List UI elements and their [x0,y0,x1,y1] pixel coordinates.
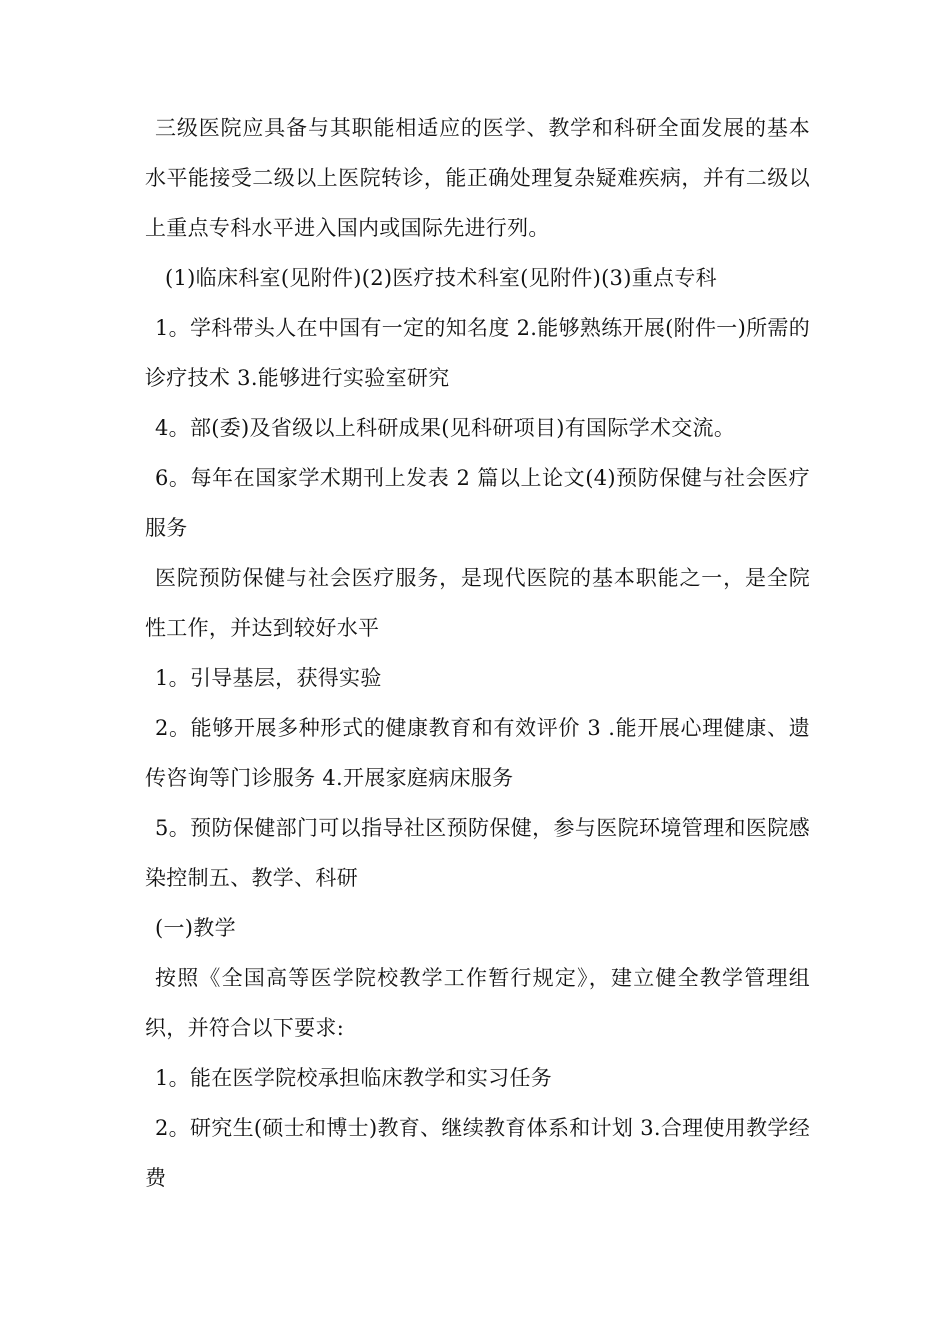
paragraph-item-4: 4。部(委)及省级以上科研成果(见科研项目)有国际学术交流。 [155,416,736,440]
paragraph-intro: 三级医院应具备与其职能相适应的医学、教学和科研全面发展的基本水平能接受二级以上医院转诊，能正确处理复杂疑难疾病，并有二级以上重点专科水平进入国内或国际先进行列。 [145,116,810,240]
paragraph-prevention: 医院预防保健与社会医疗服务，是现代医院的基本职能之一，是全院性工作，并达到较好水平 [145,566,810,640]
heading-teaching: (一)教学 [155,916,236,940]
paragraph-item-6: 6。每年在国家学术期刊上发表 2 篇以上论文(4)预防保健与社会医疗服务 [145,466,810,540]
document-body [145,103,810,1203]
paragraph-teaching-item-1: 1。能在医学院校承担临床教学和实习任务 [155,1066,553,1090]
paragraph-item-1: 1。学科带头人在中国有一定的知名度 2.能够熟练开展(附件一)所需的诊疗技术 3.能够进行实验室研究 [145,316,810,390]
paragraph-teaching-item-2: 2。研究生(硕士和博士)教育、继续教育体系和计划 3.合理使用教学经费 [145,1116,810,1190]
paragraph-teaching-rules: 按照《全国高等医学院校教学工作暂行规定》，建立健全教学管理组织，并符合以下要求: [145,966,810,1040]
paragraph-prevention-item-5: 5。预防保健部门可以指导社区预防保健，参与医院环境管理和医院感染控制五、教学、科研 [145,816,810,890]
paragraph-prevention-item-1: 1。引导基层，获得实验 [155,666,382,690]
paragraph-departments: (1)临床科室(见附件)(2)医疗技术科室(见附件)(3)重点专科 [165,266,717,290]
paragraph-prevention-item-2: 2。能够开展多种形式的健康教育和有效评价 3 .能开展心理健康、遗传咨询等门诊服务 4.开展家庭病床服务 [145,716,810,790]
